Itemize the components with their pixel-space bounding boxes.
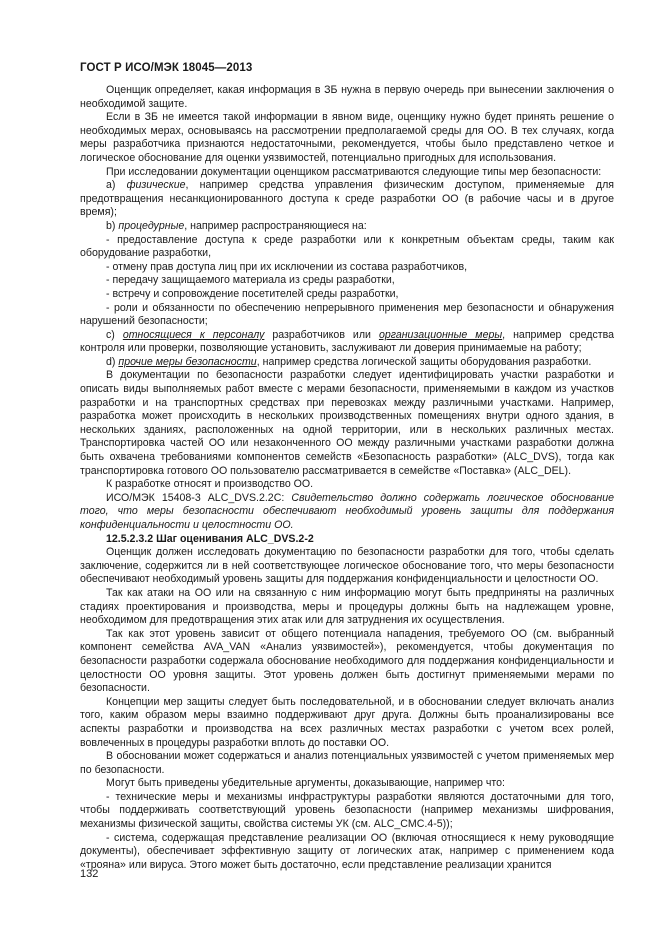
requirement-text: Свидетельство должно содержать логическое обоснование того, что меры безопасности обеспечивают необходимый уровень защиты для поддержания конфиденциальности и целостности ОО. xyxy=(80,491,614,531)
paragraph: К разработке относят и производство ОО. xyxy=(106,478,314,491)
list-term: физические xyxy=(126,179,186,192)
page-number: 132 xyxy=(80,868,99,880)
paragraph: Так как атаки на ОО или на связанную с ним информацию могут быть предприняты на различных стадиях проектирования и производства, меры и процедуры должны быть на надлежащем уровне, необходимом для предотвращения этих атак или для затруднения их осуществления. xyxy=(80,586,614,627)
list-item-other xyxy=(80,356,614,370)
paragraph: Оценщик определяет, какая информация в ЗБ нужна в первую очередь при вынесении заключения о необходимой защите. xyxy=(80,84,614,110)
dash-item: - передачу защищаемого материала из среды разработки, xyxy=(106,274,395,287)
section-heading: 12.5.2.3.2 Шаг оценивания ALC_DVS.2-2 xyxy=(106,532,314,545)
list-term: прочие меры безопасности xyxy=(118,355,257,368)
dash-item: - технические меры и механизмы инфраструктуры разработки являются достаточными для того, чтобы поддерживать соответствующий уровень безопасности (например механизмы шифрования, механизмы физической защиты, свойства системы УК (см. ALC_CMC.4-5)); xyxy=(80,790,614,831)
paragraph: При исследовании документации оценщиком рассматриваются следующие типы мер безопасности: xyxy=(106,165,602,178)
list-text: , например средства логической защиты оборудования разработки. xyxy=(256,355,592,368)
paragraph: Если в ЗБ не имеется такой информации в явном виде, оценщику нужно будет принять решение о необходимых мерах, основываясь на рассмотрении предполагаемой среды для ОО. В тех случаях, когда меры разработчика признаются недостаточными, рекомендуется, чтобы было представлено четкое и логическое обоснование для оценки уязвимостей, потенциально пригодных для использования. xyxy=(80,111,614,164)
list-term: процедурные xyxy=(118,219,185,232)
list-item-procedural xyxy=(80,220,614,234)
requirement-note xyxy=(80,492,614,533)
paragraph: Оценщик должен исследовать документацию по безопасности разработки для того, чтобы сделать заключение, содержится ли в ней соответствующее логическое обоснование того, что меры безопасности обеспечивают необходимый уровень защиты для поддержания конфиденциальности и целостности ОО. xyxy=(80,546,614,586)
standard-header: ГОСТ Р ИСО/МЭК 18045—2013 xyxy=(80,62,253,74)
dash-item: - роли и обязанности по обеспечению непрерывного применения мер безопасности и обнаружения нарушений безопасности; xyxy=(80,301,614,328)
list-text: , например распространяющиеся на: xyxy=(184,219,367,232)
dash-item: - предоставление доступа к среде разработки или к конкретным объектам среды, таким как оборудование разработки, xyxy=(80,233,614,260)
dash-item: - встречу и сопровождение посетителей среды разработки, xyxy=(106,287,399,300)
list-term: организационные меры xyxy=(378,328,503,341)
dash-item: - система, содержащая представление реализации ОО (включая относящиеся к нему руководящие документы), обеспечивает эффективную защиту от логических атак, например с применением кода «трояна» или вируса. Этого может быть достаточно, если представление реализации хранится xyxy=(80,831,614,871)
paragraph: В обосновании может содержаться и анализ потенциальных уязвимостей с учетом применяемых мер по безопасности. xyxy=(80,750,614,776)
list-text: разработчиков или xyxy=(264,328,379,341)
list-marker: b) xyxy=(106,219,119,232)
list-marker: с) xyxy=(106,328,123,341)
paragraph: Так как этот уровень зависит от общего потенциала нападения, требуемого ОО (см. выбранный компонент семейства AVA_VAN «Анализ уязвимостей»), рекомендуется, чтобы документация по безопасности разработки содержала обоснование необходимого для поддержания конфиденциальности и целостности ОО уровня защиты. Этот уровень должен быть достигнут применяемыми мерами по безопасности. xyxy=(80,627,614,695)
dash-item: - отмену прав доступа лиц при их исключении из состава разработчиков, xyxy=(106,260,468,273)
requirement-id: ИСО/МЭК 15408-3 ALC_DVS.2.2С: xyxy=(106,491,292,504)
list-item-physical xyxy=(80,179,614,220)
list-text: , например средства контроля или проверки, позволяющие установить, заслуживают ли доверия принимаемые на работу; xyxy=(80,328,614,355)
list-term: относящиеся к персоналу xyxy=(122,328,265,341)
list-item-personnel xyxy=(80,329,614,356)
list-text: , например средства управления физическим доступом, применяемые для предотвращения несанкционированного доступа к среде разработки ОО (в рабочие часы и в другое время); xyxy=(80,179,614,219)
paragraph: Могут быть приведены убедительные аргументы, доказывающие, например что: xyxy=(106,777,505,790)
paragraph: В документации по безопасности разработки следует идентифицировать участки разработки и описать виды выполняемых работ вместе с мерами безопасности, применяемыми в каждом из участков разработки и на транспортных средствах при перевозках между различными участками. Например, разработка может происходить в нескольких производственных помещениях внутри одного здания, в нескольких зданиях, расположенных на одной территории, или в нескольких различных местах. Транспортировка частей ОО или незаконченного ОО между различными участками разработки должна быть охвачена требованиями компонентов семейств «Безопасность разработки» (ALC_DVS), тогда как транспортировка готового ОО пользователю рассматривается в семействе «Поставка» (ALC_DEL). xyxy=(80,369,614,477)
list-marker: а) xyxy=(106,179,127,192)
document-body xyxy=(80,84,614,872)
paragraph: Концепции мер защиты следует быть последовательной, и в обосновании следует включать анализ того, каким образом меры взаимно поддерживают друг друга. Должны быть проанализированы все аспекты разработки и производства на всех различных местах разработки с учетом всех ролей, вовлеченных в процедуры разработки вплоть до поставки ОО. xyxy=(80,695,614,749)
list-marker: d) xyxy=(106,355,119,368)
